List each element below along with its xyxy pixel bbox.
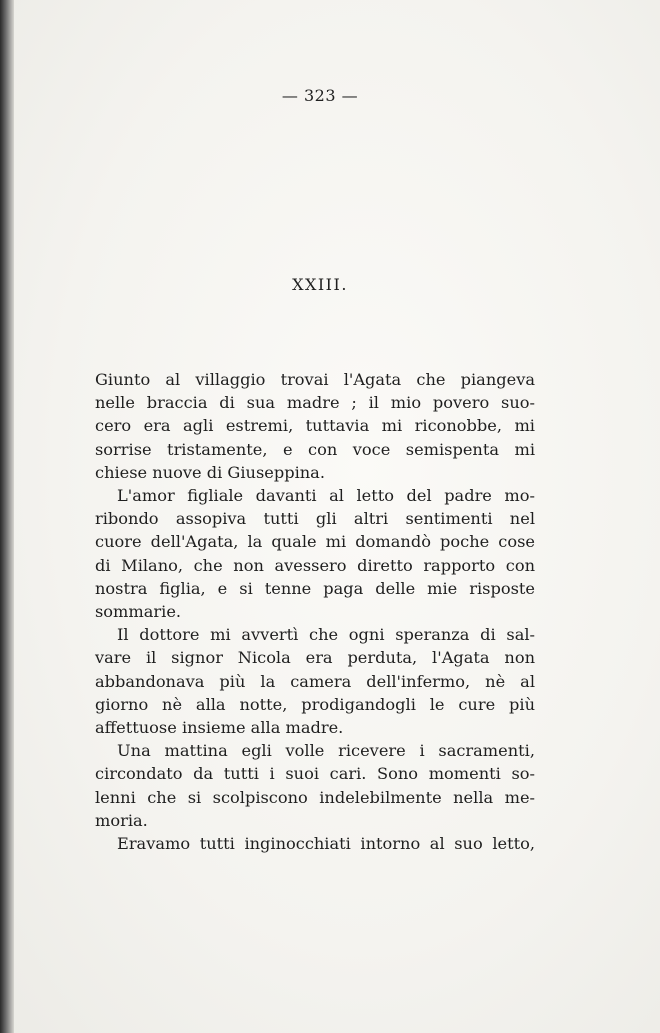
chapter-title: XXIII. xyxy=(292,275,348,294)
page-number: — 323 — xyxy=(281,86,359,105)
text-line: giorno nè alla notte, prodigandogli le cure più xyxy=(95,694,535,714)
text-line: Il dottore mi avvertì che ogni speranza di sal- xyxy=(117,625,535,645)
text-line: sommarie. xyxy=(95,602,182,622)
text-line: nostra figlia, e si tenne paga delle mie risposte xyxy=(95,578,535,598)
text-line: Eravamo tutti inginocchiati intorno al suo letto, xyxy=(117,834,535,854)
paragraph xyxy=(95,484,535,623)
text-line: ribondo assopiva tutti gli altri sentimenti nel xyxy=(95,509,535,529)
text-line: circondato da tutti i suoi cari. Sono momenti so- xyxy=(95,764,535,784)
paragraph xyxy=(95,832,535,855)
text-line: sorrise tristamente, e con voce semispenta mi xyxy=(95,439,535,459)
body-text xyxy=(95,368,535,855)
book-spine-shadow xyxy=(0,0,14,1033)
text-line: Giunto al villaggio trovai l'Agata che piangeva xyxy=(95,370,535,389)
paragraph xyxy=(95,623,535,739)
text-line: affettuose insieme alla madre. xyxy=(95,718,344,738)
text-line: Una mattina egli volle ricevere i sacramenti, xyxy=(117,741,535,761)
text-line: nelle braccia di sua madre ; il mio povero suo- xyxy=(95,393,535,413)
paragraph xyxy=(95,368,535,484)
paragraph xyxy=(95,739,535,832)
text-line: vare il signor Nicola era perduta, l'Agata non xyxy=(95,648,535,668)
text-line: L'amor figliale davanti al letto del padre mo- xyxy=(117,486,535,506)
text-line: moria. xyxy=(95,810,148,830)
text-line: cuore dell'Agata, la quale mi domandò poche cose xyxy=(95,532,535,552)
text-line: chiese nuove di Giuseppina. xyxy=(95,462,325,482)
text-line: lenni che si scolpiscono indelebilmente nella me- xyxy=(95,787,535,807)
text-line: abbandonava più la camera dell'infermo, nè al xyxy=(95,671,535,691)
text-line: cero era agli estremi, tuttavia mi riconobbe, mi xyxy=(95,416,535,436)
text-line: di Milano, che non avessero diretto rapporto con xyxy=(95,555,535,575)
